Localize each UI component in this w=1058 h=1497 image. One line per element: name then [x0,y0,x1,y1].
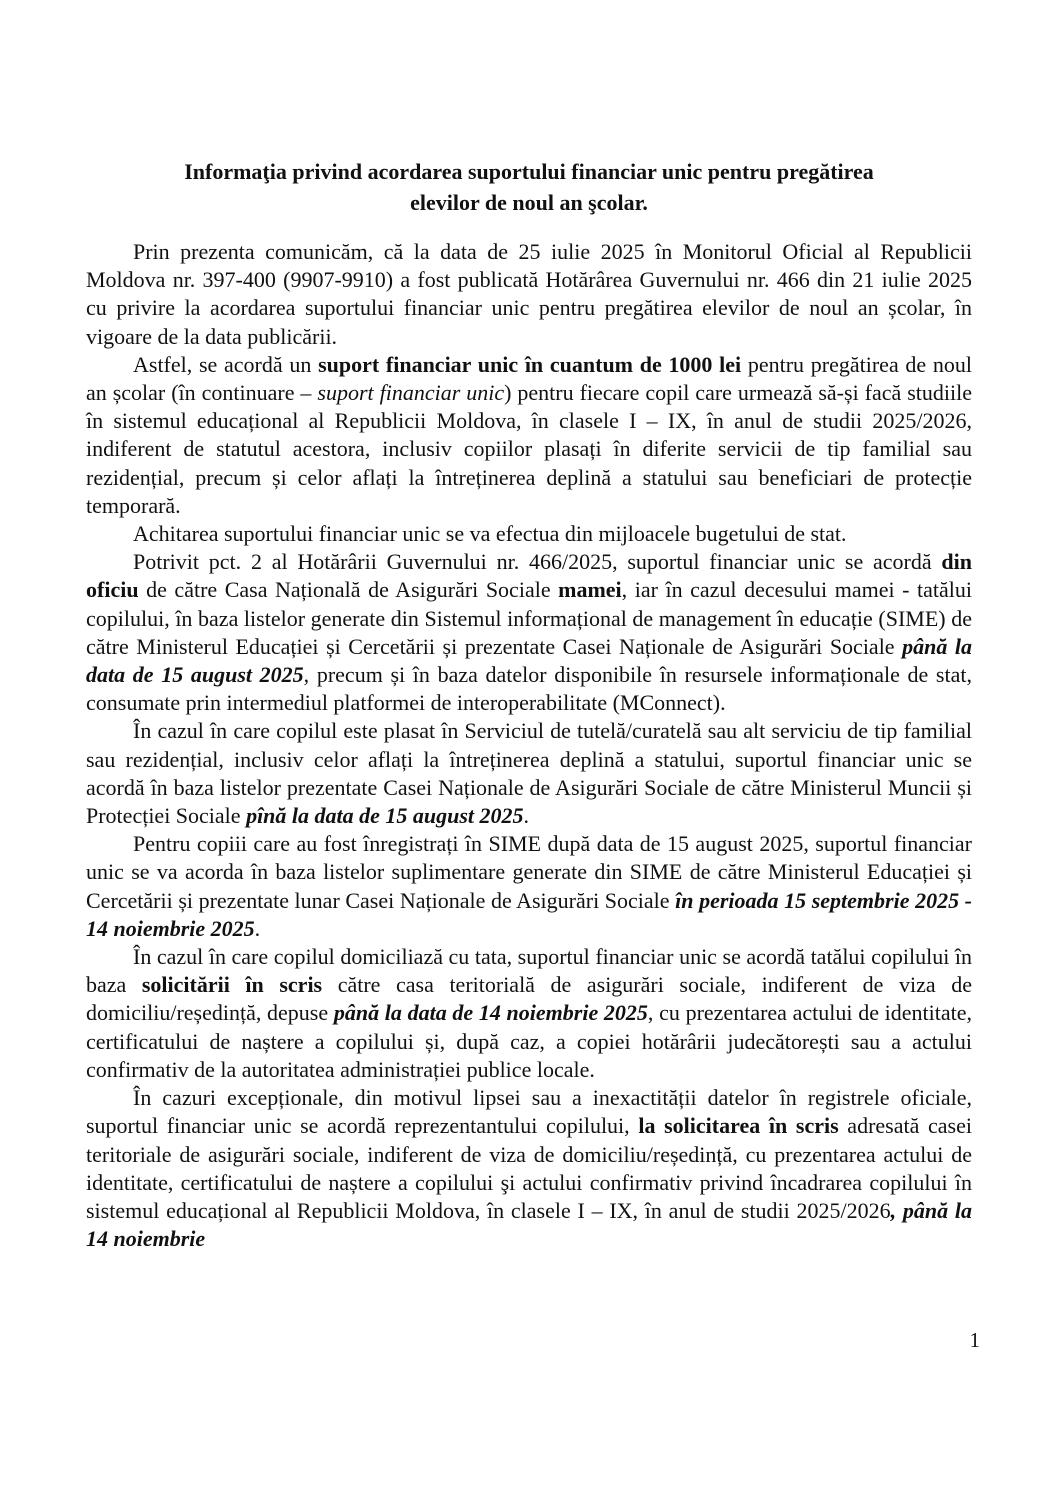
paragraph-late-registration [86,830,978,943]
text-run: adresată casei teritoriale de asigurări sociale, indiferent de viza de domiciliu/reședință, cu prezentarea actului de identitate, certificatului de naștere a copilului şi actului confirmativ privind încadrarea copilului în sistemul educațional al Republicii Moldova, în clasele I – IX, în anul de studii 2025/2026 [86,1113,978,1223]
text-run: În cazul în care copilul domiciliază cu tata, suportul financiar unic se acordă tatălui copilului în baza [86,944,978,998]
text-run: pentru pregătirea de noul an școlar (în continuare – [86,351,978,406]
paragraph-state-budget [86,520,972,548]
text-run: pînă la data de 15 august 2025 [246,803,524,829]
text-run: până la data de 15 august 2025 [86,633,978,688]
document-title [86,156,972,218]
text-run: Potrivit pct. 2 al Hotărârii Guvernului nr. 466/2025, suportul financiar unic se acordă [133,549,942,575]
text-run: suport financiar unic în cuantum de 1000 lei [318,351,742,377]
text-run: din oficiu [86,549,978,603]
paragraph-exceptional-cases [86,1084,978,1253]
document-body [86,238,978,1253]
text-run: , până la 14 noiembrie [86,1197,978,1252]
text-run: către casa teritorială de asigurări sociale, indiferent de viza de domiciliu/reședință, depuse [86,972,978,1026]
text-run: Prin prezenta comunicăm, că la data de 25 iulie 2025 în Monitorul Oficial al Republicii Moldova nr. 397-400 (9907-9910) a fost publicată Hotărârea Guvernului nr. 466 din 21 iulie 2025 cu privire la acordarea suportului financiar unic pentru pregătirea elevilor de noul an școlar, în vigoare de la data publicării. [86,239,978,349]
text-run: suport financiar unic [317,380,505,406]
text-run: ) pentru fiecare copil care urmează să-și facă studiile în sistemul educațional al Republicii Moldova, în clasele I – IX, în anul de studii 2025/2026, indiferent de statutul acestora, inclusiv copiilor plasați în diferite servicii de tip familial sau rezidențial, precum și celor aflați la întreținerea deplină a statului sau beneficiari de protecție temporară. [86,380,978,518]
text-run: . [523,803,530,829]
text-run: , iar în cazul decesului mamei - tatălui copilului, în baza listelor generate din Sistemul informațional de management în educație (SIME) de către Ministerul Educației și Cercetării și prezentate Casei Naționale de Asigurări Sociale [86,577,978,659]
paragraph-support-amount [86,351,978,520]
paragraph-intro-publication [86,238,978,351]
text-run: În cazuri excepționale, din motivul lipsei sau a inexactității datelor în registrele oficiale, suportul financiar unic se acordă reprezentantului copilului, [86,1085,978,1139]
paragraph-father-domicile [86,943,978,1084]
title-line-1: Informaţia privind acordarea suportului financiar unic pentru pregătirea [184,159,874,184]
text-run: . [254,915,261,941]
text-run: În cazul în care copilul este plasat în Serviciul de tutelă/curatelă sau alt serviciu de tip familial sau rezidențial, inclusiv celor aflați la întreținerea deplină a statului, suportul financiar unic se acordă în baza listelor prezentate Casei Naționale de Asigurări Sociale de către Ministerul Muncii și Protecției Sociale [86,718,978,829]
text-run: până la data de 14 noiembrie 2025 [333,1000,648,1026]
text-run: Astfel, se acordă un [133,351,319,377]
text-run: în perioada 15 septembrie 2025 - 14 noiembrie 2025 [86,887,978,941]
text-run: mamei [558,577,622,603]
text-run: Achitarea suportului financiar unic se va efectua din mijloacele bugetului de stat. [133,521,847,547]
text-run: de către Casa Națională de Asigurări Sociale [138,577,559,603]
document-content [86,156,978,1253]
text-run: solicitării în scris [141,972,323,998]
text-run: Pentru copiii care au fost înregistrați în SIME după data de 15 august 2025, suportul financiar unic se va acorda în baza listelor suplimentare generate din SIME de către Ministerul Educației și Cercetării și prezentate lunar Casei Naționale de Asigurări Sociale [86,831,978,913]
text-run: la solicitarea în scris [638,1113,839,1139]
paragraph-guardianship-service [86,717,978,830]
text-run: , cu prezentarea actului de identitate, certificatului de naștere a copilului și, după caz, a copiei hotărârii judecătorești sau a actului confirmativ de la autoritatea administrației publice locale. [86,1000,978,1082]
page-number: 1 [969,1328,980,1352]
text-run: , precum și în baza datelor disponibile în resursele informaționale de stat, consumate prin intermediul platformei de interoperabilitate (MConnect). [86,662,978,716]
title-line-2: elevilor de noul an şcolar. [410,190,648,215]
paragraph-granting-procedure [86,548,978,717]
